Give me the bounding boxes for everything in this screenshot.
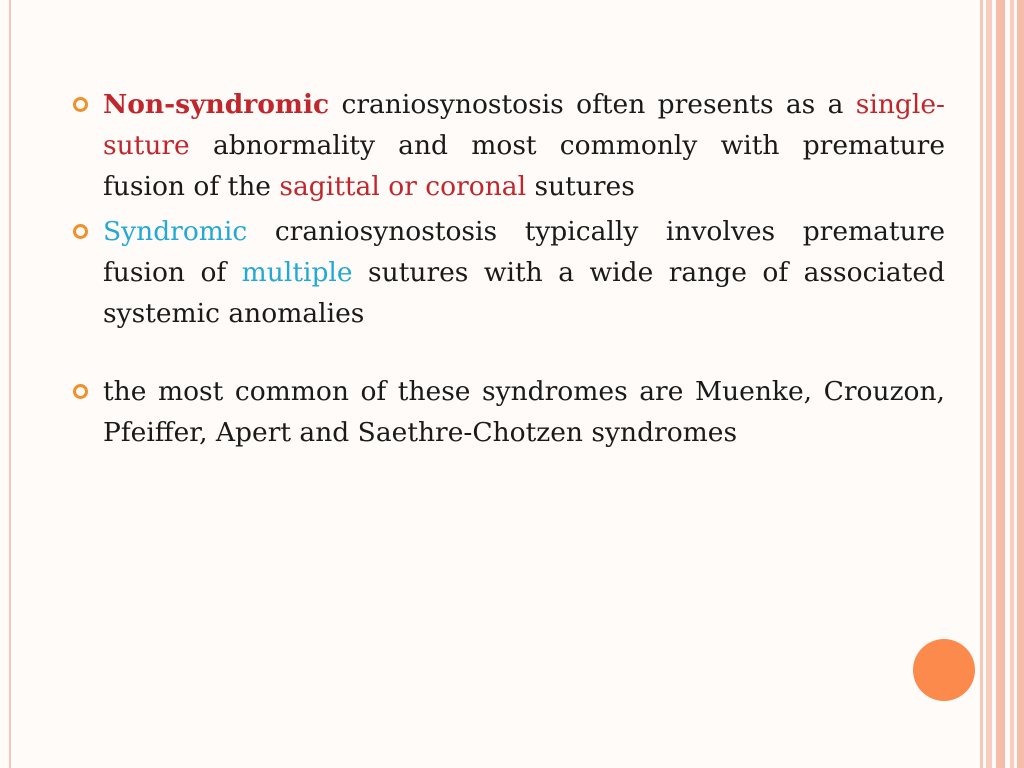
right-border-stripe	[1010, 0, 1014, 768]
ring-bullet-icon	[73, 224, 88, 239]
term-sagittal-coronal: sagittal or coronal	[279, 171, 527, 202]
bullet-text: sutures with a wide range of associated systemic anomalies	[103, 257, 945, 329]
right-border-stripe	[980, 0, 983, 768]
term-syndromic: Syndromic	[103, 216, 248, 247]
bullet-text: sutures	[526, 171, 635, 202]
right-border-stripe	[996, 0, 1005, 768]
bullet-list	[70, 84, 945, 453]
ring-bullet-icon	[73, 384, 88, 399]
bullet-item-syndromic	[70, 211, 945, 334]
bullet-text: craniosynostosis typically involves premature fusion of	[103, 216, 945, 288]
term-multiple: multiple	[241, 257, 353, 288]
ring-bullet-icon	[73, 97, 88, 112]
bullet-text: abnormality and most commonly with premature fusion of the	[103, 130, 945, 202]
left-border-line	[9, 0, 11, 768]
term-single-suture: single-suture	[103, 89, 945, 161]
bullet-text: the most common of these syndromes are Muenke, Crouzon, Pfeiffer, Apert and Saethre-Chotzen syndromes	[103, 376, 945, 448]
bullet-text: craniosynostosis often presents as a	[329, 89, 856, 120]
term-non-syndromic: Non-syndromic	[103, 89, 330, 120]
bullet-item-common-syndromes	[70, 371, 945, 453]
bullet-item-non-syndromic	[70, 84, 945, 207]
decorative-circle	[913, 639, 975, 701]
right-border-stripe	[1017, 0, 1024, 768]
right-border-stripe	[986, 0, 992, 768]
